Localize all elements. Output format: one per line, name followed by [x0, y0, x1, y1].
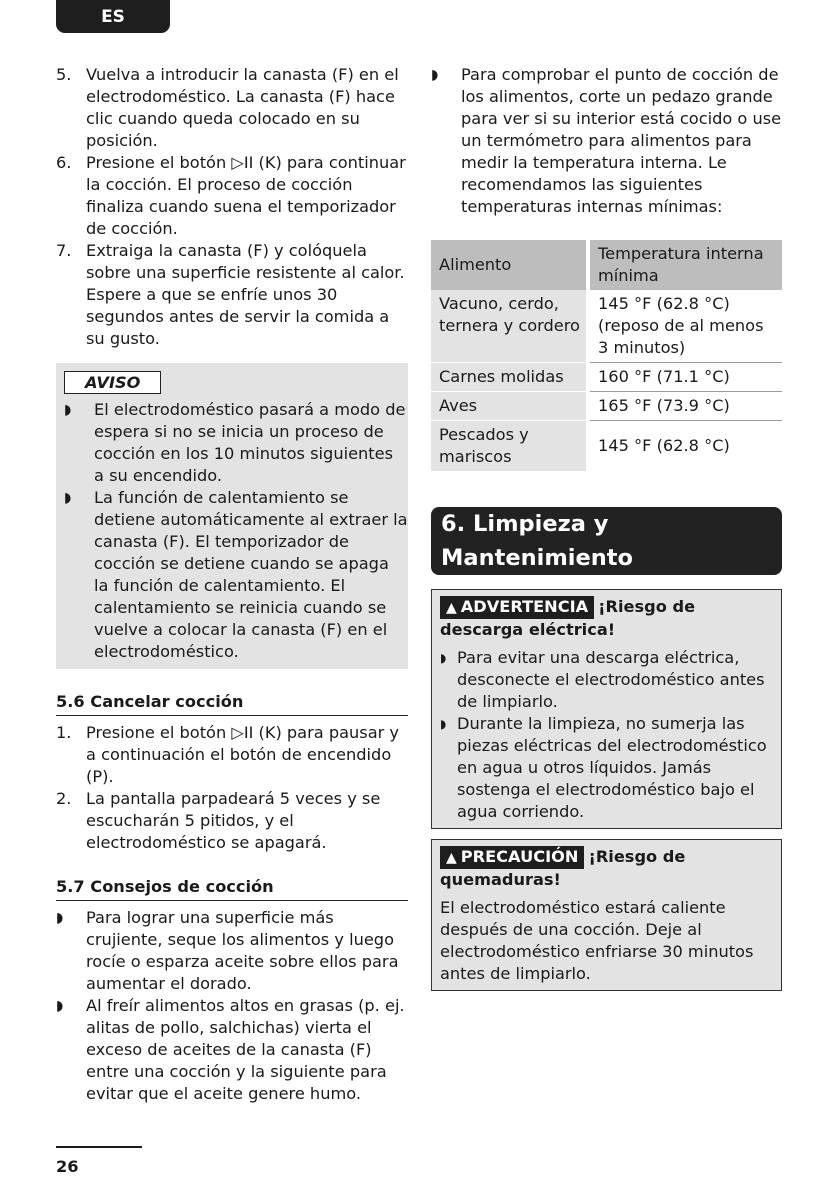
table-header-row: [431, 240, 782, 290]
temperature-table: [431, 240, 782, 472]
notice-box: [56, 363, 408, 669]
step-number: 6.: [56, 153, 72, 172]
language-tab: ES: [56, 0, 170, 33]
step-text: Vuelva a introducir la canasta (F) en el electrodoméstico. La canasta (F) hace clic cuando queda colocado en su posición.: [86, 65, 399, 150]
warning-text: Durante la limpieza, no sumerja las piezas eléctricas del electrodoméstico en agua u otros líquidos. Jamás sostenga el electrodoméstico bajo el agua corriendo.: [457, 714, 767, 821]
tip-text: Al freír alimentos altos en grasas (p. ej. alitas de pollo, salchichas) vierta el exceso de aceites de la canasta (F) entre una cocción y la siguiente para evitar que el aceite genere humo.: [86, 996, 405, 1103]
step-text: Extraiga la canasta (F) y colóquela sobre una superficie resistente al calor. Espere a que se enfríe unos 30 segundos antes de servir la comida a su gusto.: [86, 241, 405, 348]
list-item: [64, 399, 408, 487]
table-row: [431, 290, 782, 363]
warning-tag: [440, 596, 594, 619]
warning-icon: ▲: [446, 850, 457, 866]
list-item: [56, 240, 408, 350]
tips-list: [56, 907, 408, 1105]
list-item: [64, 487, 408, 663]
tip-text: Para lograr una superficie más crujiente, seque los alimentos y luego rocíe o esparza aceite sobre ellos para aumentar el dorado.: [86, 908, 399, 993]
table-cell: Pescados y mariscos: [431, 421, 588, 472]
intro-list: [431, 64, 782, 218]
page-number: 26: [56, 1157, 79, 1176]
intro-text: Para comprobar el punto de cocción de los alimentos, corte un pedazo grande para ver si su interior está cocido o use un termómetro para alimentos para medir la temperatura interna. Le recomendamos las siguientes temperaturas internas mínimas:: [461, 65, 782, 216]
caution-tag-label: PRECAUCIÓN: [460, 847, 579, 866]
caution-box: [431, 839, 782, 991]
bullet-icon: ◗: [56, 910, 64, 926]
list-item: [56, 152, 408, 240]
table-row: [431, 392, 782, 421]
step-number: 1.: [56, 723, 72, 742]
list-item: [56, 995, 408, 1105]
table-cell: 145 °F (62.8 °C): [598, 436, 730, 456]
bullet-icon: ◗: [56, 998, 64, 1014]
warning-tag-label: ADVERTENCIA: [460, 597, 589, 616]
caution-title: ¡Riesgo de quemaduras!: [440, 847, 686, 889]
header-cell: Temperatura interna mínima: [588, 240, 782, 290]
header-cell: Alimento: [431, 240, 588, 290]
list-item: [56, 64, 408, 152]
bullet-icon: ◗: [64, 490, 72, 506]
section-heading-tips: 5.7 Consejos de cocción: [56, 876, 408, 901]
warning-box: [431, 589, 782, 829]
bullet-icon: ◗: [440, 717, 447, 731]
list-item: [440, 713, 773, 823]
step-text: La pantalla parpadeará 5 veces y se escucharán 5 pitidos, y el electrodoméstico se apagará.: [86, 789, 381, 852]
caution-tag: [440, 846, 584, 869]
step-number: 5.: [56, 65, 72, 84]
chapter-title: 6. Limpieza y Mantenimiento: [431, 507, 782, 575]
right-column: [431, 64, 782, 991]
step-number: 7.: [56, 241, 72, 260]
table-cell: Vacuno, cerdo, ternera y cordero: [431, 290, 588, 363]
caution-text: El electrodoméstico estará caliente después de una cocción. Deje al electrodoméstico enfriarse 30 minutos antes de limpiarlo.: [440, 898, 754, 983]
table-row: [431, 421, 782, 472]
notice-list: [64, 399, 408, 663]
bullet-icon: ◗: [431, 67, 439, 83]
notice-text: La función de calentamiento se detiene automáticamente al extraer la canasta (F). El temporizador de cocción se detiene cuando se apaga la función de calentamiento. El calentamiento se reinicia cuando se vuelve a colocar la canasta (F) en el electrodoméstico.: [94, 488, 408, 661]
warning-icon: ▲: [446, 600, 457, 616]
warning-text: Para evitar una descarga eléctrica, desconecte el electrodoméstico antes de limpiarlo.: [457, 648, 765, 711]
list-item: [56, 788, 408, 854]
list-item: [56, 722, 408, 788]
notice-text: El electrodoméstico pasará a modo de espera si no se inicia un proceso de cocción en los 10 minutos siguientes a su encendido.: [94, 400, 406, 485]
list-item: [56, 907, 408, 995]
notice-label: AVISO: [64, 371, 161, 394]
list-item: [440, 647, 773, 713]
warning-list: [440, 647, 773, 823]
table-cell: 160 °F (71.1 °C): [588, 363, 782, 392]
steps-list: [56, 64, 408, 350]
step-text: Presione el botón ▷II (K) para continuar la cocción. El proceso de cocción finaliza cuando suena el temporizador de cocción.: [86, 153, 406, 238]
table-cell: 165 °F (73.9 °C): [588, 392, 782, 421]
table-cell: Aves: [431, 392, 588, 421]
step-number: 2.: [56, 789, 72, 808]
table-cell: Carnes molidas: [431, 363, 588, 392]
bullet-icon: ◗: [64, 402, 72, 418]
list-item: [431, 64, 782, 218]
table-cell: 145 °F (62.8 °C) (reposo de al menos 3 minutos): [588, 290, 782, 363]
section-heading-cancel: 5.6 Cancelar cocción: [56, 691, 408, 716]
left-column: [56, 64, 408, 1105]
warning-title: ¡Riesgo de descarga eléctrica!: [440, 597, 696, 639]
footer-rule: [56, 1146, 142, 1148]
step-text: Presione el botón ▷II (K) para pausar y a continuación el botón de encendido (P).: [86, 723, 400, 786]
table-row: [431, 363, 782, 392]
bullet-icon: ◗: [440, 651, 447, 665]
cancel-steps-list: [56, 722, 408, 854]
